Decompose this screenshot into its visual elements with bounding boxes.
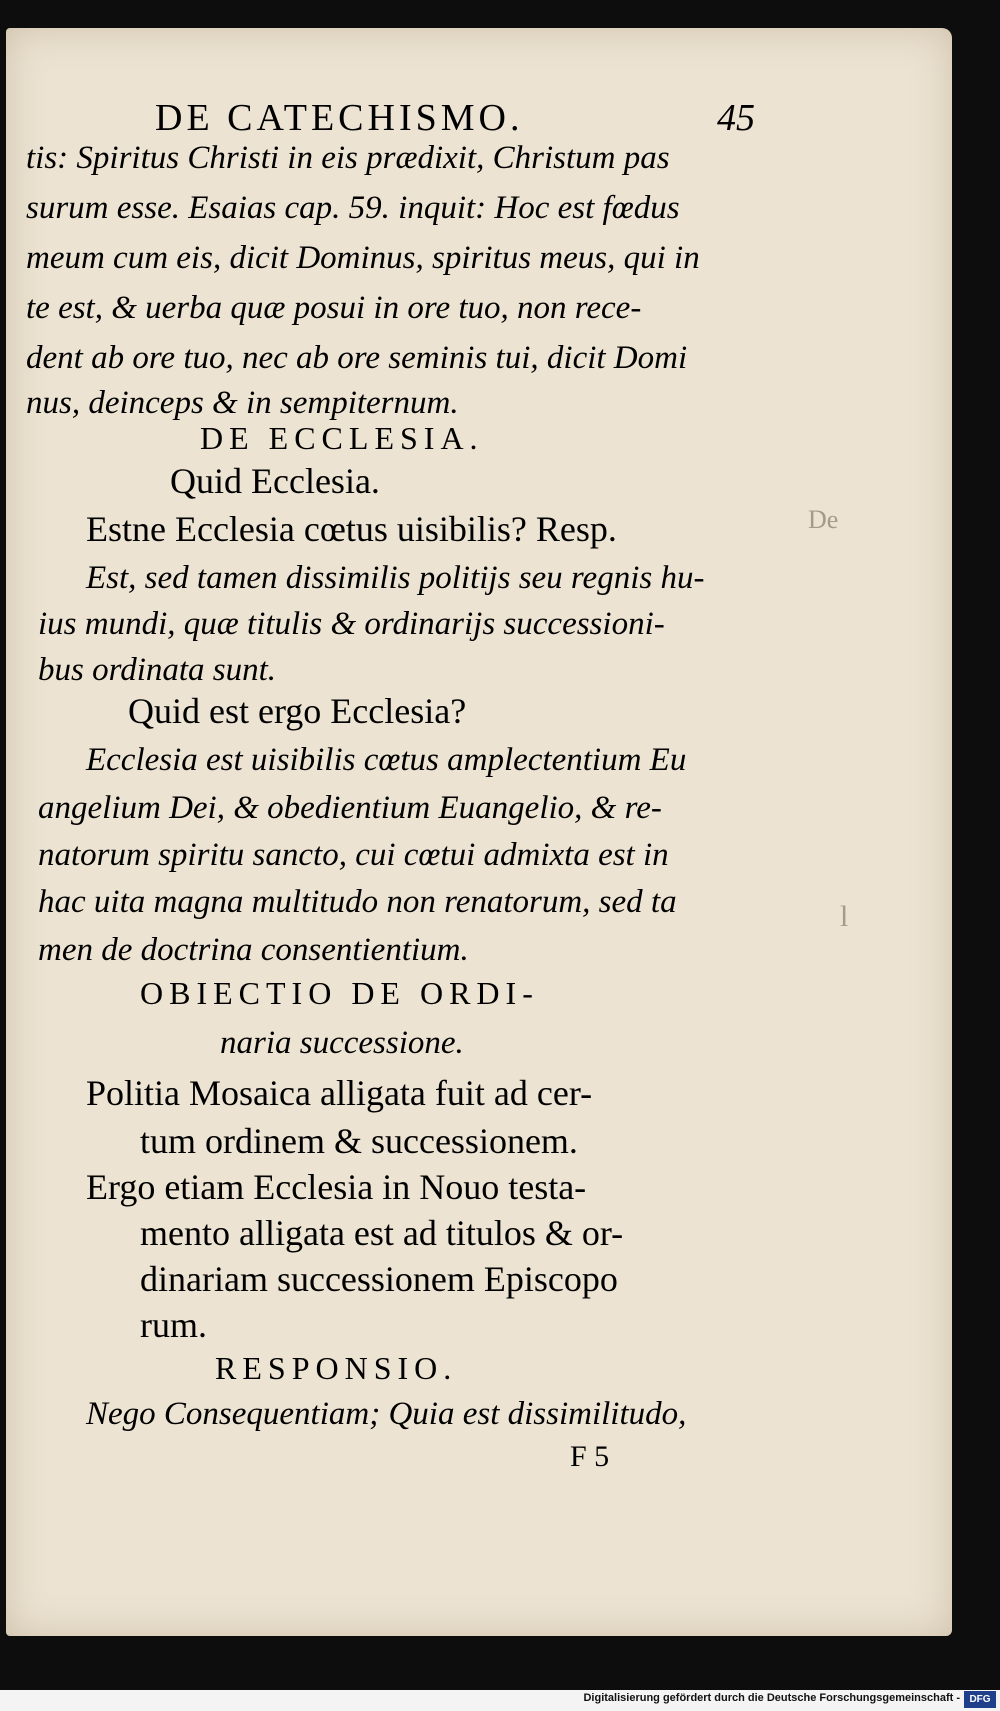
text-line: surum esse. Esaias cap. 59. inquit: Hoc est fœdus	[26, 190, 680, 226]
text-line: men de doctrina consentientium.	[38, 932, 469, 968]
text-line: Ecclesia est uisibilis cœtus amplectentium Eu	[86, 742, 687, 778]
page-number: 45	[717, 97, 755, 139]
text-line: Est, sed tamen dissimilis politijs seu regnis hu-	[86, 560, 705, 596]
text-line: hac uita magna multitudo non renatorum, sed ta	[38, 884, 677, 920]
section-subheading: naria successione.	[220, 1025, 464, 1061]
text-line: nus, deinceps & in sempiternum.	[26, 385, 459, 421]
signature-mark: F 5	[570, 1440, 610, 1473]
objection-line: tum ordinem & successionem.	[140, 1121, 578, 1161]
text-line: ius mundi, quæ titulis & ordinarijs successioni-	[38, 606, 665, 642]
objection-line: rum.	[140, 1305, 207, 1345]
text-line: dent ab ore tuo, nec ab ore seminis tui, dicit Domi	[26, 340, 688, 376]
text-line: meum cum eis, dicit Dominus, spiritus meus, qui in	[26, 240, 700, 276]
text-line: te est, & uerba quæ posui in ore tuo, non rece-	[26, 290, 642, 326]
text-line: bus ordinata sunt.	[38, 652, 277, 688]
bleed-through-mark: l	[840, 900, 849, 933]
question-line: Estne Ecclesia cœtus uisibilis? Resp.	[86, 509, 617, 549]
footer-bar	[0, 1690, 1000, 1711]
text-line: tis: Spiritus Christi in eis prædixit, Christum pas	[26, 140, 670, 176]
text-line: natorum spiritu sancto, cui cœtui admixta est in	[38, 837, 669, 873]
objection-line: Politia Mosaica alligata fuit ad cer-	[86, 1073, 593, 1113]
dfg-logo: DFG	[964, 1691, 996, 1708]
running-header	[155, 96, 755, 146]
objection-line: dinariam successionem Episcopo	[140, 1259, 618, 1299]
question-heading: Quid Ecclesia.	[170, 461, 380, 501]
funding-credit: Digitalisierung gefördert durch die Deutsche Forschungsgemeinschaft -	[583, 1692, 960, 1704]
section-heading: RESPONSIO.	[215, 1350, 458, 1386]
text-line: Nego Consequentiam; Quia est dissimilitudo,	[86, 1396, 687, 1432]
objection-line: Ergo etiam Ecclesia in Nouo testa-	[86, 1167, 587, 1207]
question-heading: Quid est ergo Ecclesia?	[128, 691, 467, 731]
section-heading: OBIECTIO DE ORDI-	[140, 975, 539, 1011]
objection-line: mento alligata est ad titulos & or-	[140, 1213, 624, 1253]
bleed-through-mark: De	[808, 505, 839, 534]
running-title: DE CATECHISMO.	[155, 97, 524, 139]
text-line: angelium Dei, & obedientium Euangelio, & re-	[38, 790, 662, 826]
section-heading: DE ECCLESIA.	[200, 420, 484, 456]
